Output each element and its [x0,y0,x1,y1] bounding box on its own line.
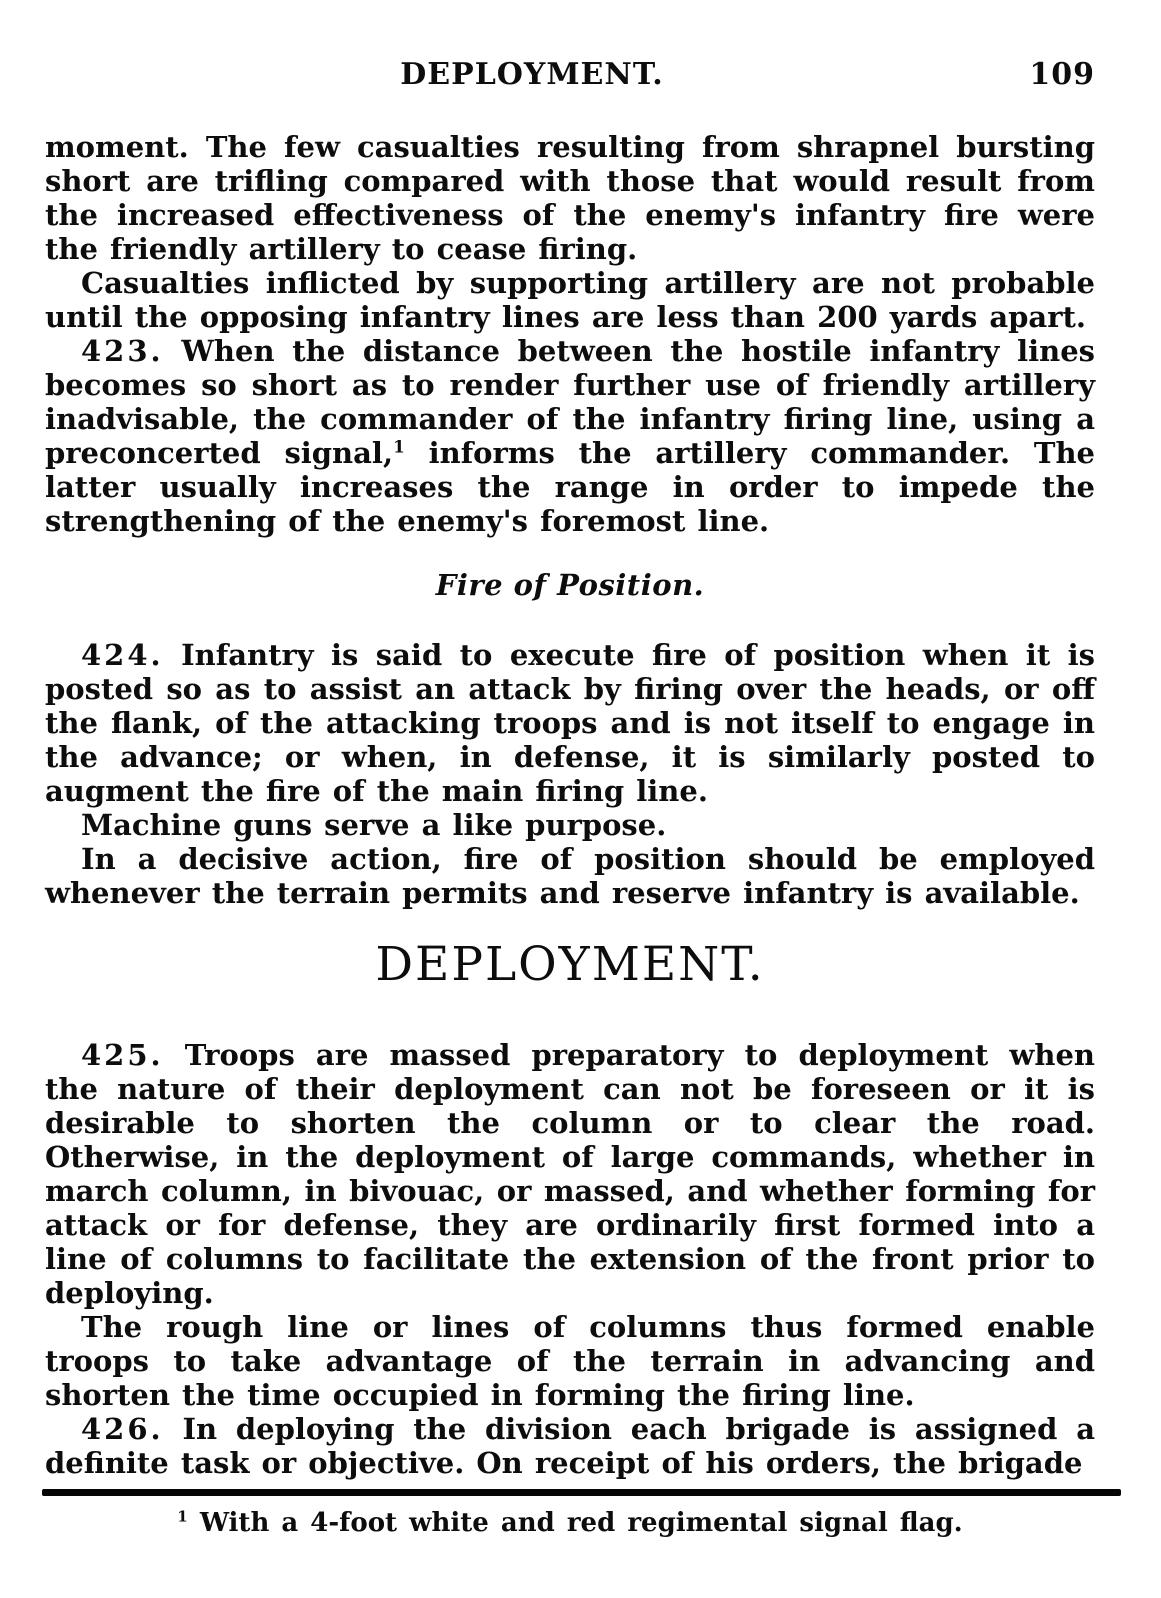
footnote-reference-marker: 1 [393,436,405,457]
paragraph-423-text-continued: informs the artillery commander. The latter usually increases the range in order to impede the strengthening of the enemy's foremost line. [45,436,1095,538]
paragraph-424-number: 424. [81,638,164,672]
paragraph-moment: moment. The few casualties resulting from shrapnel bursting short are trifling compared with those that would result from the increased effectiveness of the enemy's infantry fire were the friendly artillery to cease firing. [45,130,1095,266]
paragraph-casualties: Casualties inflicted by supporting artillery are not probable until the opposing infantry lines are less than 200 yards apart. [45,266,1095,334]
paragraph-426-number: 426. [81,1412,164,1446]
chapter-heading-deployment: DEPLOYMENT. [375,937,765,992]
paragraph-425-number: 425. [81,1038,164,1072]
page-header [45,58,1095,94]
paragraph-423 [45,334,1095,538]
paragraph-424 [45,638,1095,808]
footnote [45,1507,1095,1539]
footnote-rule [42,1489,1121,1496]
paragraph-424-text: Infantry is said to execute fire of position when it is posted so as to assist an attack by firing over the heads, or off the flank, of the attacking troops and is not itself to engage in the advance; or when, in defense, it is similarly posted to augment the fire of the main firing line. [45,638,1095,808]
footnote-marker: 1 [177,1507,188,1526]
paragraph-426 [45,1412,1095,1480]
paragraph-425-text: Troops are massed preparatory to deployment when the nature of their deployment can not be foreseen or it is desirable to shorten the column or to clear the road. Otherwise, in the deployment of large commands, whether in march column, in bivouac, or massed, and whether forming for attack or for defense, they are ordinarily first formed into a line of columns to facilitate the extension of the front prior to deploying. [45,1038,1095,1310]
paragraph-rough-line: The rough line or lines of columns thus formed enable troops to take advantage of the terrain in advancing and shorten the time occupied in forming the firing line. [45,1310,1095,1412]
paragraph-426-text: In deploying the division each brigade is assigned a definite task or objective. On receipt of his orders, the brigade [45,1412,1095,1480]
paragraph-machine-guns: Machine guns serve a like purpose. [81,808,667,842]
paragraph-decisive-action: In a decisive action, fire of position should be employed whenever the terrain permits and reserve infantry is available. [45,842,1095,910]
paragraph-423-text: When the distance between the hostile infantry lines becomes so short as to render further use of friendly artillery inadvisable, the commander of the infantry firing line, using a preconcerted signal, [45,334,1095,470]
footnote-text: With a 4-foot white and red regimental signal flag. [187,1508,963,1538]
paragraph-423-number: 423. [81,334,164,368]
section-heading-fire-of-position: Fire of Position. [435,568,705,602]
page-number: 109 [1029,57,1095,92]
paragraph-425 [45,1038,1095,1310]
running-title: DEPLOYMENT. [400,57,664,92]
